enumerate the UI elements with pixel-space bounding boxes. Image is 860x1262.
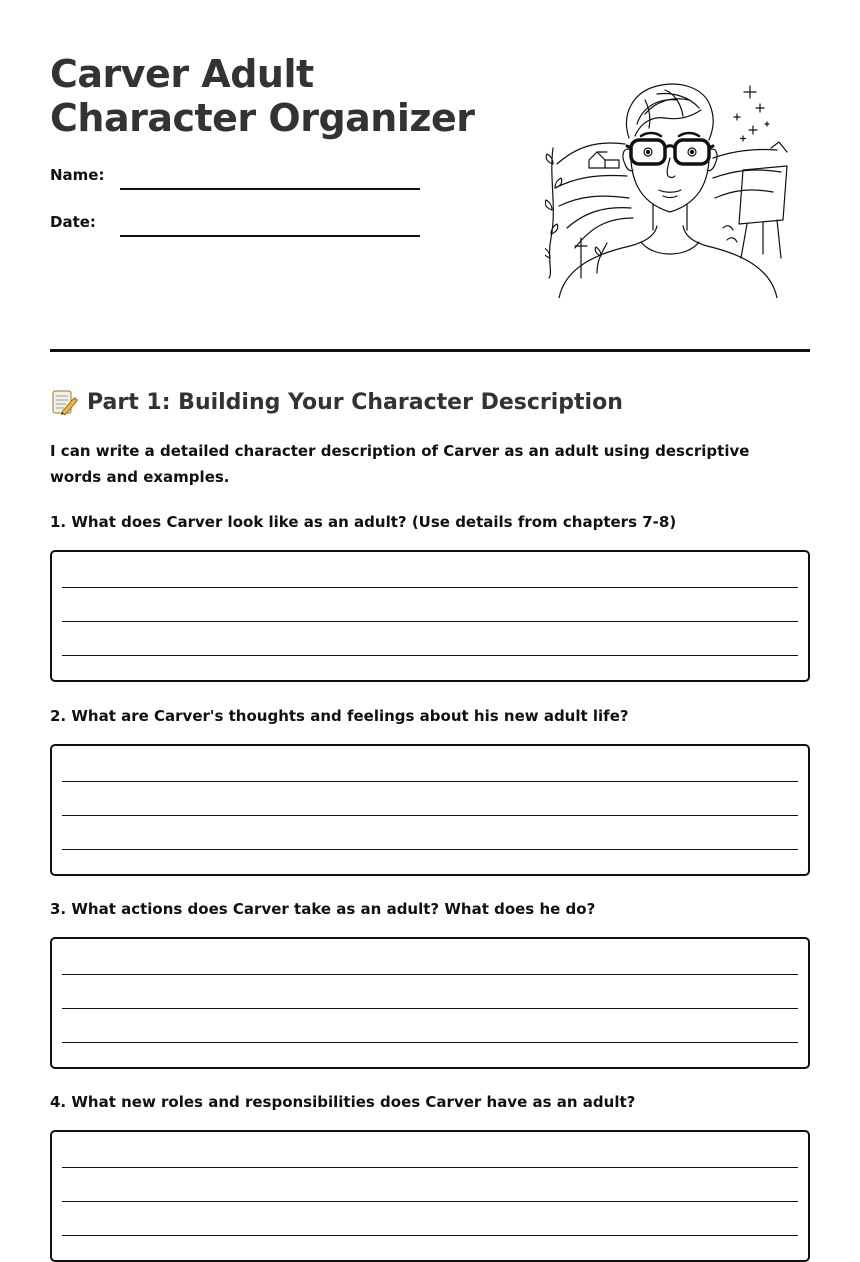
answer-line — [62, 655, 798, 656]
question-1 — [50, 512, 810, 682]
answer-line — [62, 815, 798, 816]
answer-line — [62, 781, 798, 782]
answer-line — [62, 1201, 798, 1202]
answer-line — [62, 849, 798, 850]
memo-icon — [50, 388, 78, 416]
answer-box-1[interactable] — [50, 550, 810, 682]
name-field — [50, 166, 420, 196]
part1-heading-text: Part 1: Building Your Character Description — [87, 389, 623, 415]
answer-line — [62, 621, 798, 622]
question-2 — [50, 706, 810, 876]
worksheet-page — [50, 0, 810, 1111]
answer-line — [62, 1235, 798, 1236]
learning-objective: I can write a detailed character description of Carver as an adult using descriptive words and examples. — [50, 442, 750, 486]
answer-line — [62, 1008, 798, 1009]
answer-line — [62, 1042, 798, 1043]
answer-box-2[interactable] — [50, 744, 810, 876]
question-2-text: 2. What are Carver's thoughts and feelings about his new adult life? — [50, 707, 629, 725]
carver-portrait-illustration — [545, 78, 790, 298]
worksheet-header — [50, 0, 810, 352]
page-title: Carver Adult Character Organizer — [50, 52, 475, 140]
question-1-text: 1. What does Carver look like as an adult? (Use details from chapters 7-8) — [50, 513, 677, 531]
question-3-text: 3. What actions does Carver take as an adult? What does he do? — [50, 900, 596, 918]
answer-line — [62, 1167, 798, 1168]
question-4 — [50, 1092, 810, 1262]
answer-box-4[interactable] — [50, 1130, 810, 1262]
answer-line — [62, 587, 798, 588]
name-input-line[interactable] — [120, 188, 420, 190]
answer-box-3[interactable] — [50, 937, 810, 1069]
name-label: Name: — [50, 166, 105, 184]
date-input-line[interactable] — [120, 235, 420, 237]
date-field — [50, 213, 420, 243]
question-4-text: 4. What new roles and responsibilities does Carver have as an adult? — [50, 1093, 636, 1111]
date-label: Date: — [50, 213, 96, 231]
question-3 — [50, 899, 810, 1069]
part1-heading — [50, 388, 623, 416]
answer-line — [62, 974, 798, 975]
